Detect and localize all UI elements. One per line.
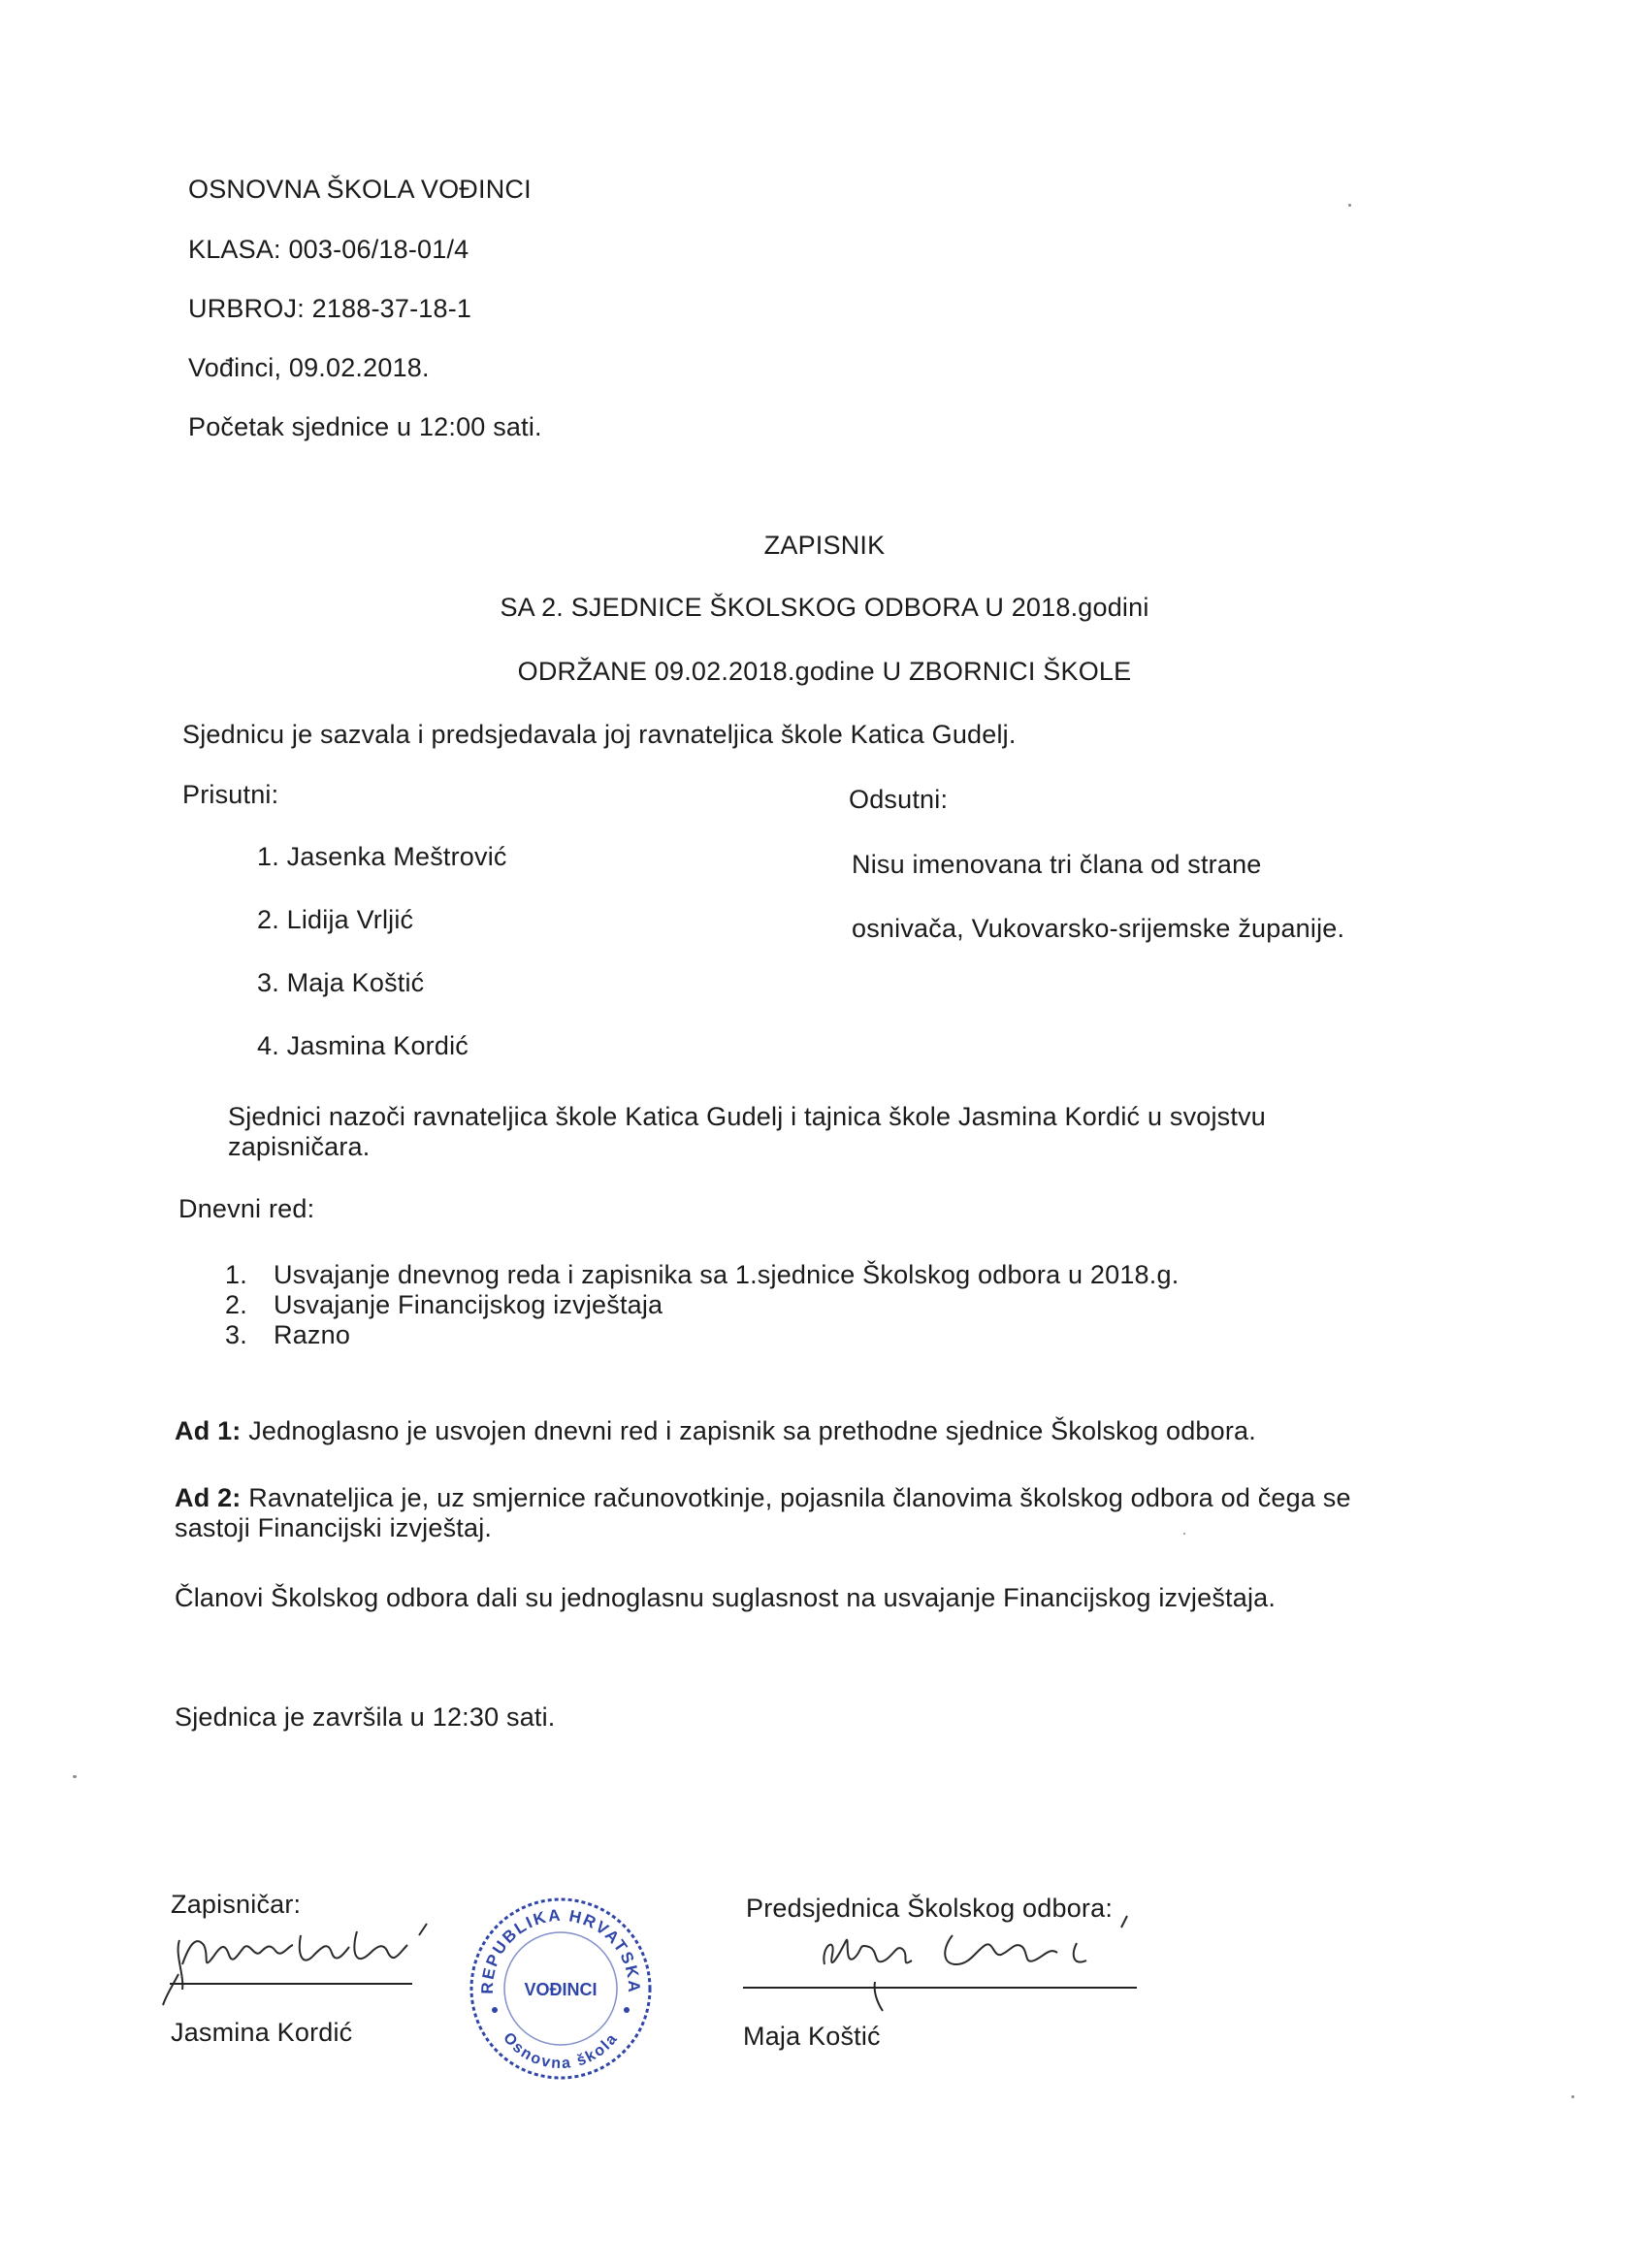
ad2-label: Ad 2: bbox=[175, 1483, 242, 1512]
stamp-center: VOĐINCI bbox=[524, 1980, 598, 1999]
decision-text: Članovi Školskog odbora dali su jednoglasnu suglasnost na usvajanje Financijskog izvještaja. bbox=[175, 1583, 1277, 1612]
absent-text-line2: osnivača, Vukovarsko-srijemske županije. bbox=[852, 914, 1345, 943]
klasa-line: KLASA: 003-06/18-01/4 bbox=[188, 235, 469, 264]
present-member: 4. Jasmina Kordić bbox=[257, 1031, 469, 1060]
scan-speck bbox=[73, 1775, 77, 1778]
ad1-text: Jednoglasno je usvojen dnevni red i zapisnik sa prethodne sjednice Školskog odbora. bbox=[241, 1416, 1256, 1445]
scan-speck bbox=[1348, 204, 1351, 207]
attendance-note-line2: zapisničara. bbox=[228, 1132, 371, 1161]
absent-label: Odsutni: bbox=[849, 785, 949, 814]
chair-name: Maja Koštić bbox=[743, 2022, 881, 2051]
attendance-note-line1: Sjednici nazoči ravnateljica škole Katica Gudelj i tajnica škole Jasmina Kordić u svojstvu bbox=[228, 1102, 1266, 1131]
session-end-text: Sjednica je završila u 12:30 sati. bbox=[175, 1702, 556, 1732]
scan-speck bbox=[1183, 1533, 1185, 1535]
stamp-ring-bottom: Osnovna škola bbox=[500, 2029, 622, 2073]
ad2-text: Ravnateljica je, uz smjernice računovotkinje, pojasnila članovima školskog odbora od čega se bbox=[241, 1483, 1351, 1512]
intro-text: Sjednicu je sazvala i predsjedavala joj ravnateljica škole Katica Gudelj. bbox=[182, 720, 1017, 749]
absent-text-line1: Nisu imenovana tri člana od strane bbox=[852, 850, 1262, 879]
present-member: 2. Lidija Vrljić bbox=[257, 905, 414, 934]
school-stamp bbox=[464, 1892, 658, 2086]
recorder-signature bbox=[146, 1896, 446, 2013]
scan-speck bbox=[1571, 2095, 1574, 2098]
ad2-paragraph bbox=[175, 1481, 1351, 1514]
chair-signature-line bbox=[743, 1987, 1137, 1989]
place-date: Vođinci, 09.02.2018. bbox=[188, 353, 430, 382]
document-subtitle-2: ODRŽANE 09.02.2018.godine U ZBORNICI ŠKOLE bbox=[517, 657, 1132, 686]
ad2-text-continued: sastoji Financijski izvještaj. bbox=[175, 1513, 493, 1542]
recorder-name: Jasmina Kordić bbox=[171, 2018, 353, 2047]
stamp-ring-top: REPUBLIKA HRVATSKA bbox=[477, 1905, 644, 1994]
document-title: ZAPISNIK bbox=[763, 531, 886, 560]
urbroj-line: URBROJ: 2188-37-18-1 bbox=[188, 294, 472, 323]
chair-signature bbox=[786, 1896, 1154, 2013]
document-subtitle: SA 2. SJEDNICE ŠKOLSKOG ODBORA U 2018.godini bbox=[500, 593, 1149, 622]
recorder-label: Zapisničar: bbox=[171, 1890, 302, 1919]
agenda-item-text: Usvajanje Financijskog izvještaja bbox=[274, 1290, 663, 1319]
agenda-item-number: 3. bbox=[225, 1320, 247, 1349]
agenda-item-number: 2. bbox=[225, 1290, 247, 1319]
present-member: 3. Maja Koštić bbox=[257, 968, 425, 997]
agenda-item-text: Razno bbox=[274, 1320, 351, 1349]
present-member: 1. Jasenka Meštrović bbox=[257, 842, 507, 871]
agenda-label: Dnevni red: bbox=[178, 1194, 315, 1223]
present-label: Prisutni: bbox=[182, 780, 279, 809]
start-time: Početak sjednice u 12:00 sati. bbox=[188, 412, 542, 441]
chair-label: Predsjednica Školskog odbora: bbox=[746, 1894, 1114, 1923]
school-name: OSNOVNA ŠKOLA VOĐINCI bbox=[188, 175, 532, 204]
agenda-item-text: Usvajanje dnevnog reda i zapisnika sa 1.sjednice Školskog odbora u 2018.g. bbox=[274, 1260, 1180, 1289]
recorder-signature-line bbox=[170, 1983, 412, 1985]
ad1-paragraph bbox=[175, 1414, 1256, 1447]
agenda-item-number: 1. bbox=[225, 1260, 247, 1289]
ad1-label: Ad 1: bbox=[175, 1416, 242, 1445]
